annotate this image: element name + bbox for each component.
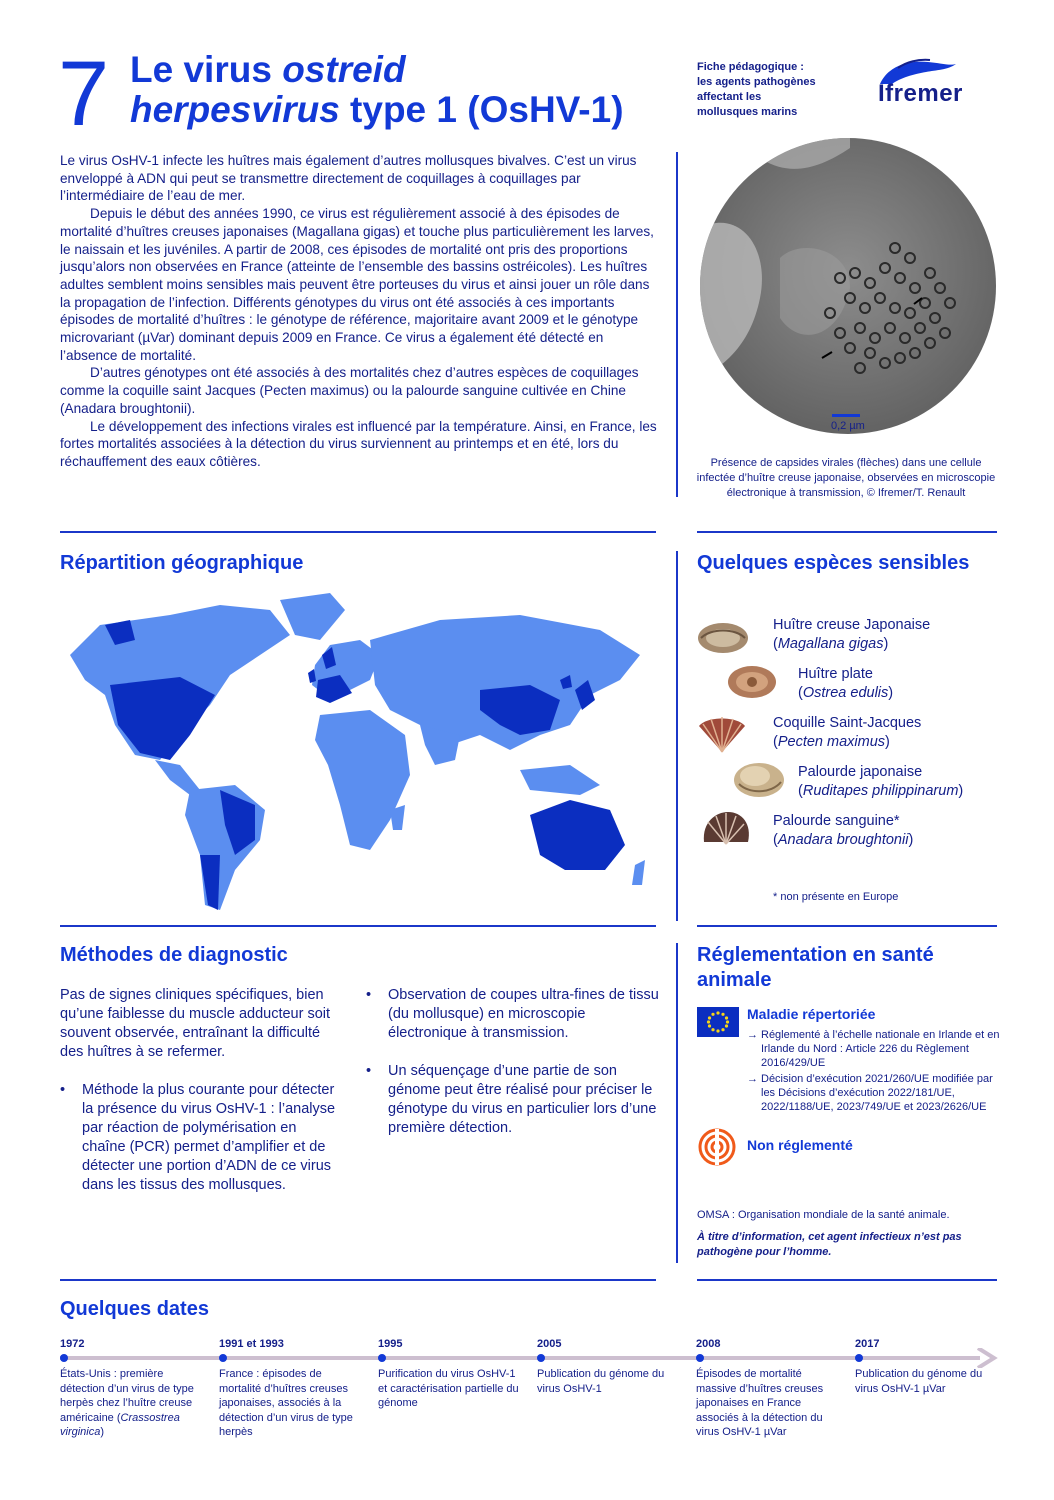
shell-anadara-image (700, 810, 752, 855)
human-pathogen-note: À titre d’information, cet agent infectieux n’est pas pathogène pour l’homme. (697, 1231, 962, 1258)
species-name: Palourde sanguine* (773, 813, 900, 829)
world-map (60, 585, 650, 920)
section-title-diagnostic: Méthodes de diagnostic (60, 944, 288, 966)
timeline-event: France : épisodes de mortalité d’huîtres creuses japonaises, associés à la détection d’un virus de type herpès (219, 1368, 353, 1439)
timeline-event-after: ) (100, 1426, 105, 1439)
divider (676, 943, 678, 1263)
species-name: Coquille Saint-Jacques (773, 715, 922, 731)
woah-logo-icon (697, 1127, 737, 1167)
species-item: Palourde sanguine* (Anadara broughtonii) (773, 813, 914, 848)
title-italic-2: herpesvirus (130, 89, 340, 130)
fiche-line: les agents pathogènes (697, 76, 816, 88)
species-item: Huître plate (Ostrea edulis) (798, 666, 894, 701)
divider (60, 925, 656, 927)
intro-paragraph: Le virus OsHV-1 infecte les huîtres mais également d’autres mollusques bivalves. C’est un virus enveloppé à ADN qui peut se transmettre directement de coquillages à coquillages par l’intermédiaire de l’eau de mer. (60, 153, 637, 204)
diagnostic-bullet: • Observation de coupes ultra-fines de tissu (du mollusque) en microscopie électronique à transmission. (366, 986, 666, 1043)
divider (676, 152, 678, 497)
timeline-year: 2005 (537, 1338, 562, 1350)
divider (697, 531, 997, 533)
micrograph-illustration (700, 138, 996, 434)
timeline-event: Purification du virus OsHV-1 et caractérisation partielle du génome (378, 1368, 519, 1410)
timeline-event: Publication du génome du virus OsHV-1 (537, 1368, 665, 1395)
timeline-year: 1972 (60, 1338, 85, 1350)
section-title-dates: Quelques dates (60, 1298, 209, 1320)
timeline-year: 1991 et 1993 (219, 1338, 284, 1350)
species-footnote: * non présente en Europe (773, 891, 899, 903)
species-item: Palourde japonaise (Ruditapes philippinarum) (798, 764, 964, 799)
logo-text: Ifremer (878, 80, 963, 107)
species-name: Huître creuse Japonaise (773, 617, 931, 633)
scale-bar-label: 0,2 µm (831, 420, 865, 432)
fiche-line: mollusques marins (697, 106, 798, 118)
species-item: Huître creuse Japonaise (Magallana gigas) (773, 617, 931, 652)
intro-paragraph: D’autres génotypes ont été associés à des mortalités chez d’autres espèces de coquillages comme la coquille saint Jacques (Pecten maximus) ou la palourde sanguine cultivée en Chine (Anadara broughtonii). (60, 365, 639, 416)
timeline-event: Publication du génome du virus OsHV-1 µVar (855, 1368, 983, 1395)
fiche-line: Fiche pédagogique : (697, 61, 804, 73)
title-italic-1: ostreid (282, 49, 406, 90)
section-title-geo: Répartition géographique (60, 552, 304, 574)
microscopy-image (700, 138, 996, 434)
diagnostic-bullet: • Un séquençage d’une partie de son génome peut être réalisé pour préciser le génotype du virus en particulier lors d’une première détection. (366, 1062, 666, 1138)
page-title (130, 50, 670, 130)
shell-ruditapes-image (733, 760, 785, 805)
section-title-species: Quelques espèces sensibles (697, 552, 970, 574)
diagnostic-left-column (60, 986, 340, 1195)
timeline-year: 1995 (378, 1338, 403, 1350)
timeline-dot (378, 1354, 386, 1362)
world-map-illustration (60, 585, 650, 920)
species-name: Palourde japonaise (798, 764, 923, 780)
timeline-axis (60, 1348, 1000, 1368)
shell-gigas-image (697, 620, 749, 661)
not-regulated-label: Non réglementé (747, 1137, 853, 1153)
divider (697, 1279, 997, 1281)
shell-pecten-image (697, 714, 747, 759)
timeline-dot (696, 1354, 704, 1362)
timeline-dot (60, 1354, 68, 1362)
timeline-event (60, 1367, 202, 1440)
species-name: Huître plate (798, 666, 873, 682)
species-latin: Pecten maximus (777, 734, 886, 750)
diagnostic-intro: Pas de signes cliniques spécifiques, bien qu’une faiblesse du muscle adducteur soit souvent observée, entraînant la difficulté des huîtres à se refermer. (60, 987, 331, 1060)
diagnostic-right-column (366, 986, 666, 1138)
timeline-year: 2008 (696, 1338, 721, 1350)
intro-paragraph: Le développement des infections virales est influencé par la température. Ainsi, en France, les fortes mortalités associées à la détection du virus surviennent au printemps et en été, lors du réchauffement des eaux côtières. (60, 418, 657, 469)
section-title-regulation: Réglementation en santé animale (697, 944, 934, 991)
listed-disease-label: Maladie répertoriée (747, 1006, 876, 1022)
species-latin: Ostrea edulis (802, 685, 889, 701)
fiche-line: affectant les (697, 91, 762, 103)
timeline-dot (219, 1354, 227, 1362)
species-latin: Magallana gigas (777, 636, 884, 652)
timeline-dot (537, 1354, 545, 1362)
intro-text (60, 152, 660, 471)
species-item: Coquille Saint-Jacques (Pecten maximus) (773, 715, 922, 750)
ifremer-logo (868, 56, 998, 108)
title-part-2: type 1 (OsHV-1) (339, 89, 624, 130)
shell-edulis-image (727, 664, 777, 705)
fiche-subtitle (697, 60, 827, 120)
species-latin: Anadara broughtonii (777, 832, 909, 848)
diagnostic-bullet: • Méthode la plus courante pour détecter la présence du virus OsHV-1 : l’analyse par réaction de polymérisation en chaîne (PCR) permet d’amplifier et de détecter une portion d’ADN de ce virus dans les tissus des mollusques. (60, 1081, 340, 1195)
divider (676, 551, 678, 921)
image-caption: Présence de capsides virales (flèches) dans une cellule infectée d’huître creuse japonaise, observées en microscopie électronique à transmission, © Ifremer/T. Renault (696, 457, 996, 499)
divider (60, 1279, 656, 1281)
fiche-number: 7 (58, 43, 110, 145)
timeline-event: Épisodes de mortalité massive d’huîtres creuses japonaises en France associés à la détection du virus OsHV-1 µVar (696, 1368, 824, 1439)
timeline-event-latin: Crassostrea virginica (60, 1411, 180, 1439)
timeline-year: 2017 (855, 1338, 880, 1350)
divider (60, 531, 656, 533)
intro-paragraph: Depuis le début des années 1990, ce virus est régulièrement associé à des épisodes de mortalité d’huîtres creuses japonaises (Magallana gigas) et touche plus particulièrement les larves, le naissain et les juvéniles. A partir de 2008, ces épisodes de mortalité ont pris des proportions jusqu’alors non observées en France (atteinte de l’ensemble des bassins ostréicoles). Les huîtres adultes semblent moins sensibles mais peuvent être porteuses du virus et ainsi jouer un rôle dans la propagation de l’infection. Différents génotypes du virus ont été associés à ces importants épisodes de mortalité d’huîtres : le génotype de référence, majoritaire avant 2009 et le génotype microvariant (µVar) dominant depuis 2009 en France. Ce virus a également été détecté en l’absence de mortalité. (60, 206, 654, 363)
timeline-dot (855, 1354, 863, 1362)
regulation-item: → Décision d’exécution 2021/260/UE modifiée par les Décisions d’exécution 2022/181/UE, 2022/1188/UE, 2023/749/UE et 2023/2626/UE (747, 1072, 1007, 1114)
species-latin: Ruditapes philippinarum (802, 783, 959, 799)
divider (697, 925, 997, 927)
timeline-event-text: États-Unis : première détection d’un virus de type herpès chez l’huître creuse américaine ( (60, 1368, 194, 1424)
title-part-1: Le virus (130, 49, 283, 90)
omsa-definition: OMSA : Organisation mondiale de la santé animale. (697, 1209, 950, 1221)
regulation-item: → Réglementé à l’échelle nationale en Irlande et en Irlande du Nord : Article 226 du Règlement 2016/429/UE (747, 1028, 1007, 1070)
eu-flag-icon (697, 1007, 739, 1037)
